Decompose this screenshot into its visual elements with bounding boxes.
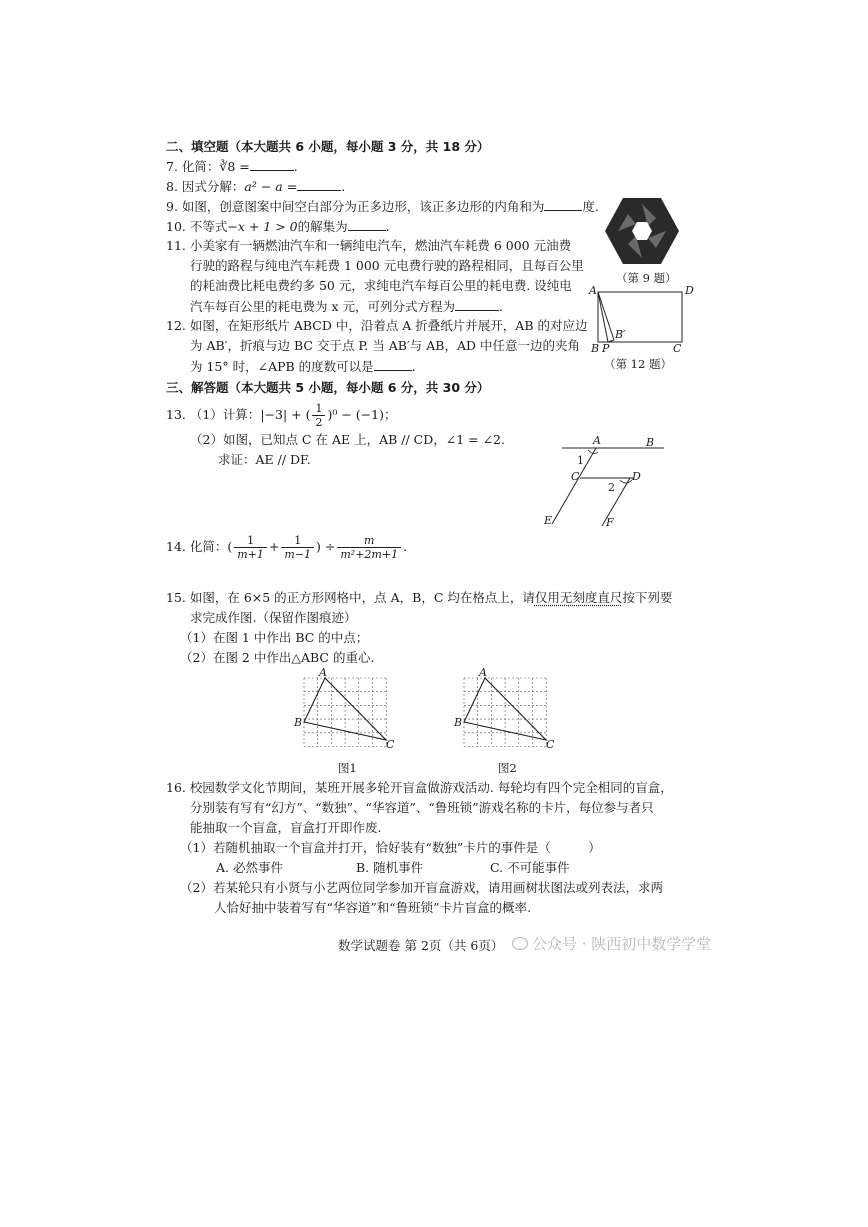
q14-prefix: 14. 化简：( xyxy=(166,539,233,554)
q16-line-1: 16. 校园数学文化节期间，某班开展多轮开盲盒做游戏活动. 每轮均有四个完全相同的盲盒， xyxy=(166,780,673,795)
grid-6x5 xyxy=(304,678,386,747)
line-ae xyxy=(552,448,596,524)
q12-line-1: 12. 如图，在矩形纸片 ABCD 中，沿着点 A 折叠纸片并展开，AB 的对应边 xyxy=(166,318,588,333)
q11-line-4: 汽车每百公里的耗电费为 x 元，可列分式方程为 . xyxy=(190,299,503,314)
q15-emphasis: 仅用无刻度直尺 xyxy=(534,590,623,605)
label-angle-1: 1 xyxy=(577,454,584,467)
label-b: B xyxy=(646,436,655,449)
label-a: A xyxy=(589,284,597,297)
answer-blank[interactable] xyxy=(297,178,341,191)
label-b-prime: B′ xyxy=(615,328,626,341)
q11-line-1: 11. 小美家有一辆燃油汽车和一辆纯电汽车，燃油汽车耗费 6 000 元油费 xyxy=(166,238,572,253)
question-7: 7. 化简：∛8 = . xyxy=(166,159,298,174)
question-14 xyxy=(166,532,407,562)
figure-9-hexagon-pattern xyxy=(604,196,680,266)
label-b: B xyxy=(454,716,463,729)
answer-blank[interactable] xyxy=(374,358,412,371)
q16-line-3: 能抽取一个盲盒，盲盒打开即作废. xyxy=(190,820,382,835)
fraction-1-over-m-plus-1 xyxy=(234,534,267,561)
fraction-numerator: 1 xyxy=(281,534,314,548)
answer-blank[interactable] xyxy=(544,198,582,211)
fraction-numerator: m xyxy=(337,534,401,548)
watermark-text: 公众号 · 陕西初中数学学堂 xyxy=(532,935,712,953)
q16-option-a[interactable]: A. 必然事件 xyxy=(216,860,283,875)
label-d: D xyxy=(685,284,694,297)
q16-part-2-line-2: 人恰好抽中装着写有“华容道”和“鲁班锁”卡片盲盒的概率. xyxy=(214,900,532,915)
q14-divide: ) ÷ xyxy=(316,539,336,554)
q13-1-part-b: )⁰ − (−1)； xyxy=(327,407,397,422)
fraction-one-half xyxy=(312,402,325,429)
fraction-denominator: m−1 xyxy=(284,548,312,561)
figure-13-parallel-lines xyxy=(540,434,670,534)
q14-plus: + xyxy=(268,539,280,554)
label-e: E xyxy=(544,514,553,527)
q16-line-2: 分别装有写有“幻方”、“数独”、“华容道”、“鲁班锁”游戏名称的卡片，每位参与者只 xyxy=(190,800,654,815)
figure-12-caption: （第 12 题） xyxy=(604,357,672,371)
figure-2-caption: 图2 xyxy=(498,761,517,775)
q13-1-part-a: |−3| + ( xyxy=(260,407,311,422)
fraction-numerator: 1 xyxy=(234,534,267,548)
q16-option-c[interactable]: C. 不可能事件 xyxy=(490,860,570,875)
q15-line-1-c: 按下列要 xyxy=(622,590,673,605)
watermark xyxy=(512,933,711,954)
label-a: A xyxy=(319,666,327,679)
q9-suffix: 度. xyxy=(582,199,599,214)
q13-2-line-1: （2）如图，已知点 C 在 AE 上，AB // CD，∠1 = ∠2. xyxy=(190,432,505,447)
fraction-denominator: m²+2m+1 xyxy=(340,548,399,561)
figure-1-caption: 图1 xyxy=(338,761,357,775)
page-footer: 数学试题卷 第 2页（共 6页） xyxy=(338,938,504,953)
figure-15-grid-2 xyxy=(452,666,564,760)
answer-blank[interactable] xyxy=(348,218,386,231)
fraction-numerator: 1 xyxy=(312,402,325,416)
q8-prefix: 8. 因式分解： xyxy=(166,179,245,194)
q13-1-prefix: 13. （1）计算： xyxy=(166,407,261,422)
q10-suffix: 的解集为 xyxy=(297,219,348,234)
q15-part-1: （1）在图 1 中作出 BC 的中点； xyxy=(180,630,369,645)
section2-header: 二、填空题（本大题共 6 小题，每小题 3 分，共 18 分） xyxy=(166,139,490,154)
q12-line-3: 为 15° 时，∠APB 的度数可以是 . xyxy=(190,359,416,374)
label-b: B xyxy=(591,342,600,355)
q9-text: 9. 如图，创意图案中间空白部分为正多边形，该正多边形的内角和为 xyxy=(166,199,545,214)
q7-expr: ∛8 = xyxy=(219,159,250,174)
grid-6x5 xyxy=(464,678,546,747)
q10-prefix: 10. 不等式 xyxy=(166,219,228,234)
label-b: B xyxy=(294,716,303,729)
angle-1-arc xyxy=(588,450,598,454)
label-c: C xyxy=(571,470,580,483)
q7-prefix: 7. 化简： xyxy=(166,159,220,174)
q15-line-1-a: 15. 如图，在 6×5 的正方形网格中，点 A，B，C 均在格点上，请 xyxy=(166,590,535,605)
q10-expr: −x + 1 > 0 xyxy=(227,219,298,234)
question-10: 10. 不等式−x + 1 > 0的解集为 . xyxy=(166,219,390,234)
q16-option-b[interactable]: B. 随机事件 xyxy=(356,860,424,875)
label-p: P xyxy=(602,342,610,355)
label-a: A xyxy=(593,434,601,447)
fraction-1-over-m-minus-1 xyxy=(281,534,314,561)
label-f: F xyxy=(606,516,614,529)
section3-header: 三、解答题（本大题共 5 小题，每小题 6 分，共 30 分） xyxy=(166,380,490,395)
q11-line-4-text: 汽车每百公里的耗电费为 x 元，可列分式方程为 xyxy=(190,299,455,314)
rectangle-abcd xyxy=(598,292,682,342)
question-8: 8. 因式分解：a² − a = . xyxy=(166,179,346,194)
q12-line-3-text: 为 15° 时，∠APB 的度数可以是 xyxy=(190,359,374,374)
fraction-denominator: 2 xyxy=(315,416,323,429)
angle-2-arc xyxy=(620,480,632,483)
label-c: C xyxy=(673,342,682,355)
label-c: C xyxy=(546,738,555,751)
answer-blank[interactable] xyxy=(455,298,499,311)
fraction-denominator: m+1 xyxy=(237,548,264,561)
figure-15-grid-1 xyxy=(292,666,404,760)
question-9 xyxy=(166,198,599,215)
q15-line-2: 求完成作图.（保留作图痕迹） xyxy=(190,610,357,625)
q16-part-2-line-1: （2）若某轮只有小贤与小艺两位同学参加开盲盒游戏，请用画树状图法或列表法，求两 xyxy=(180,880,663,895)
answer-blank[interactable] xyxy=(250,158,294,171)
figure-9-caption: （第 9 题） xyxy=(616,271,677,285)
label-c: C xyxy=(386,738,395,751)
fraction-m-over-square xyxy=(337,534,401,561)
q11-line-3: 的耗油费比耗电费约多 50 元，求纯电汽车每百公里的耗电费. 设纯电 xyxy=(190,278,572,293)
wechat-icon xyxy=(512,937,528,950)
q12-line-2: 为 AB′，折痕与边 BC 交于点 P. 当 AB′与 AB，AD 中任意一边的夹角 xyxy=(190,338,580,353)
q15-part-2: （2）在图 2 中作出△ABC 的重心. xyxy=(180,650,375,665)
q13-2-line-2: 求证：AE // DF. xyxy=(218,452,311,467)
q16-part-1: （1）若随机抽取一个盲盒并打开，恰好装有“数独”卡片的事件是（ ） xyxy=(180,840,601,855)
q14-end: . xyxy=(403,539,408,554)
figure-12-rectangle xyxy=(588,284,692,356)
label-a: A xyxy=(479,666,487,679)
q11-line-2: 行驶的路程与纯电汽车耗费 1 000 元电费行驶的路程相同，且每百公里 xyxy=(190,258,584,273)
question-13-1 xyxy=(166,400,396,430)
q15-line-1 xyxy=(166,590,672,606)
label-d: D xyxy=(632,470,641,483)
q8-expr: a² − a = xyxy=(244,179,298,194)
label-angle-2: 2 xyxy=(608,481,615,494)
